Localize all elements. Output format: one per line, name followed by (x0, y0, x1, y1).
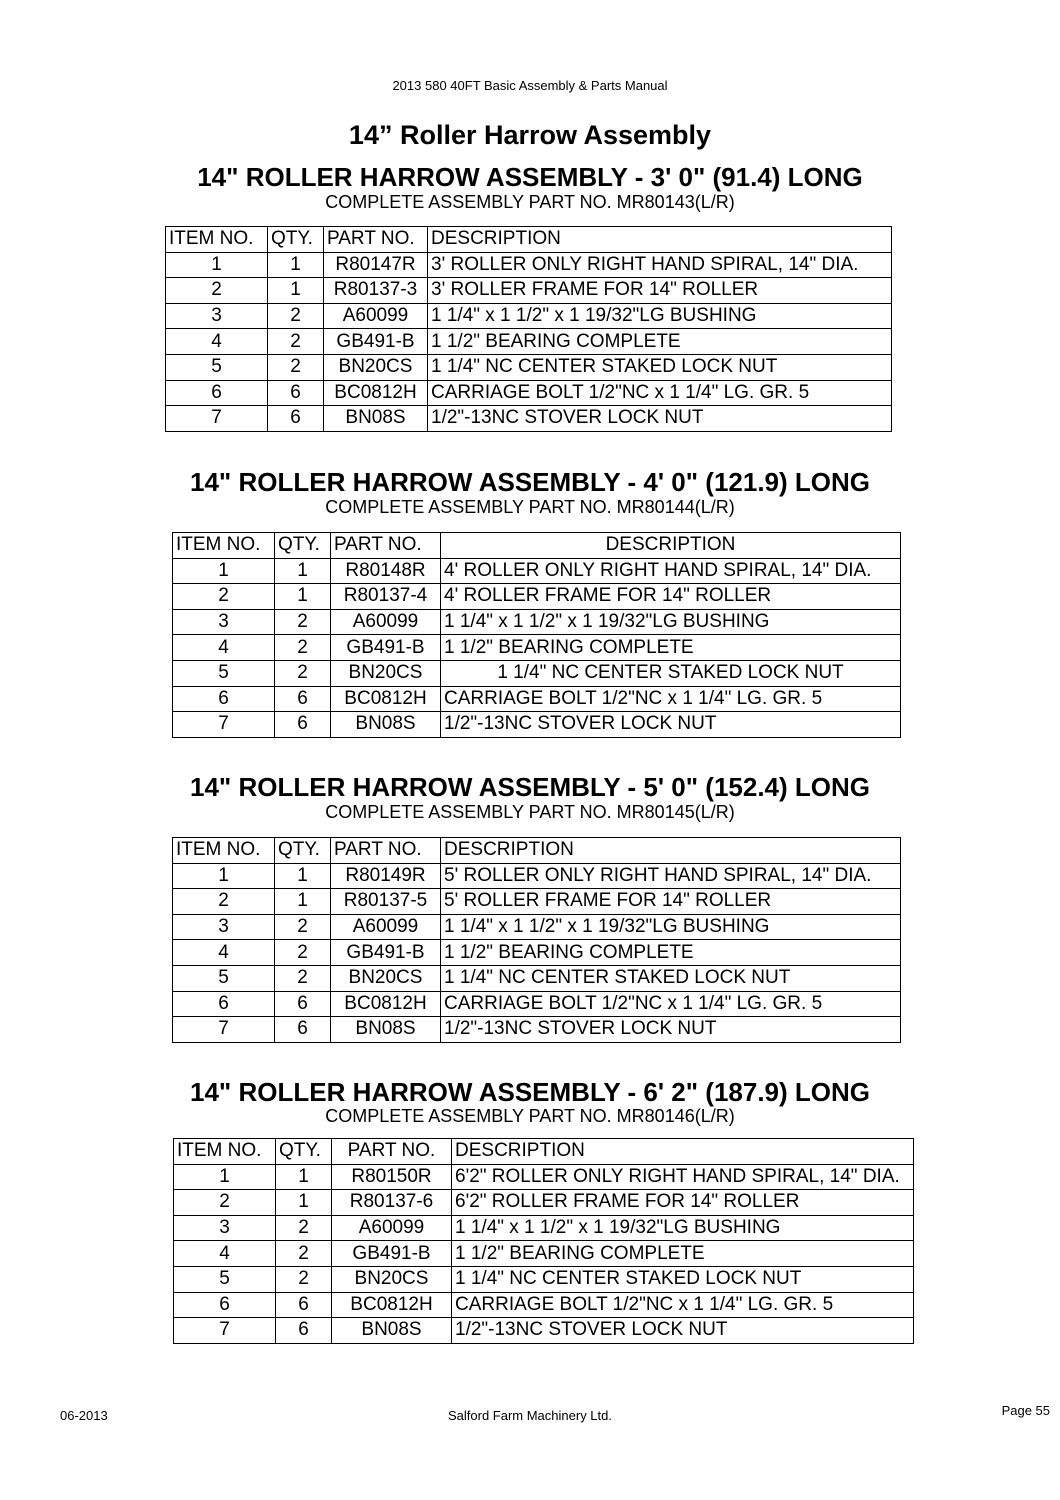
part-cell: BC0812H (331, 991, 441, 1017)
qty-cell: 6 (275, 712, 331, 738)
part-cell: BN20CS (332, 1266, 452, 1292)
table-row (173, 558, 901, 584)
header-qty: QTY. (268, 227, 324, 253)
part-cell: A60099 (331, 914, 441, 940)
item-cell: 1 (173, 863, 275, 889)
table-row (173, 991, 901, 1017)
description-cell: 6'2" ROLLER FRAME FOR 14" ROLLER (452, 1190, 914, 1216)
part-cell: GB491-B (332, 1241, 452, 1267)
header-item-no: ITEM NO. (166, 227, 268, 253)
item-cell: 4 (173, 635, 275, 661)
section-subtitle: COMPLETE ASSEMBLY PART NO. MR80145(L/R) (325, 802, 735, 822)
table-row (166, 252, 892, 278)
description-cell: 4' ROLLER FRAME FOR 14" ROLLER (441, 584, 901, 610)
item-cell: 1 (173, 558, 275, 584)
description-cell: 5' ROLLER ONLY RIGHT HAND SPIRAL, 14" DIA. (441, 863, 901, 889)
qty-cell: 1 (275, 558, 331, 584)
part-cell: BN08S (331, 712, 441, 738)
section-title: 14" ROLLER HARROW ASSEMBLY - 3' 0" (91.4) LONG (197, 162, 863, 192)
item-cell: 2 (173, 584, 275, 610)
part-cell: BC0812H (331, 686, 441, 712)
item-cell: 1 (166, 252, 268, 278)
table-row (173, 660, 901, 686)
qty-cell: 1 (275, 863, 331, 889)
qty-cell: 2 (275, 914, 331, 940)
description-cell: 1 1/4" x 1 1/2" x 1 19/32"LG BUSHING (452, 1215, 914, 1241)
description-cell: 1 1/4" x 1 1/2" x 1 19/32"LG BUSHING (441, 914, 901, 940)
qty-cell: 2 (275, 940, 331, 966)
part-cell: BN08S (324, 406, 428, 432)
header-item-no: ITEM NO. (174, 1139, 276, 1165)
table-row (174, 1164, 914, 1190)
section-subtitle: COMPLETE ASSEMBLY PART NO. MR80143(L/R) (325, 192, 735, 212)
item-cell: 3 (173, 914, 275, 940)
item-cell: 6 (174, 1292, 276, 1318)
part-cell: GB491-B (324, 329, 428, 355)
part-cell: R80149R (331, 863, 441, 889)
header-qty: QTY. (275, 533, 331, 559)
header-qty: QTY. (276, 1139, 332, 1165)
item-cell: 5 (173, 965, 275, 991)
part-cell: R80137-3 (324, 278, 428, 304)
table-row (174, 1292, 914, 1318)
header-item-no: ITEM NO. (173, 533, 275, 559)
header-description: DESCRIPTION (452, 1139, 914, 1165)
part-cell: R80137-4 (331, 584, 441, 610)
table-header-row (166, 227, 892, 253)
part-cell: A60099 (331, 609, 441, 635)
section-title: 14" ROLLER HARROW ASSEMBLY - 5' 0" (152.4) LONG (190, 772, 870, 802)
table-row (166, 380, 892, 406)
item-cell: 6 (173, 686, 275, 712)
description-cell: CARRIAGE BOLT 1/2"NC x 1 1/4" LG. GR. 5 (452, 1292, 914, 1318)
qty-cell: 2 (275, 609, 331, 635)
header-description: DESCRIPTION (428, 227, 892, 253)
qty-cell: 6 (275, 991, 331, 1017)
table-row (174, 1318, 914, 1344)
qty-cell: 6 (276, 1292, 332, 1318)
qty-cell: 6 (275, 1017, 331, 1043)
qty-cell: 2 (268, 303, 324, 329)
part-cell: BN20CS (324, 354, 428, 380)
table-row (173, 584, 901, 610)
parts-table (165, 226, 892, 432)
description-cell: CARRIAGE BOLT 1/2"NC x 1 1/4" LG. GR. 5 (441, 686, 901, 712)
item-cell: 7 (174, 1318, 276, 1344)
table-row (166, 406, 892, 432)
part-cell: BN08S (332, 1318, 452, 1344)
header-description: DESCRIPTION (441, 838, 901, 864)
item-cell: 4 (173, 940, 275, 966)
part-cell: GB491-B (331, 635, 441, 661)
item-cell: 5 (174, 1266, 276, 1292)
description-cell: 3' ROLLER ONLY RIGHT HAND SPIRAL, 14" DIA. (428, 252, 892, 278)
qty-cell: 1 (268, 252, 324, 278)
qty-cell: 6 (276, 1318, 332, 1344)
part-cell: BN08S (331, 1017, 441, 1043)
qty-cell: 1 (268, 278, 324, 304)
description-cell: 1 1/4" x 1 1/2" x 1 19/32"LG BUSHING (428, 303, 892, 329)
section-subtitle: COMPLETE ASSEMBLY PART NO. MR80144(L/R) (325, 497, 735, 517)
part-cell: R80137-5 (331, 889, 441, 915)
table-header-row (174, 1139, 914, 1165)
description-cell: 3' ROLLER FRAME FOR 14" ROLLER (428, 278, 892, 304)
parts-table (172, 837, 901, 1043)
item-cell: 5 (173, 660, 275, 686)
table-row (166, 354, 892, 380)
table-row (173, 609, 901, 635)
parts-table (172, 532, 901, 738)
description-cell: 1/2"-13NC STOVER LOCK NUT (428, 406, 892, 432)
document-header: 2013 580 40FT Basic Assembly & Parts Manual (392, 78, 668, 93)
page-title: 14” Roller Harrow Assembly (348, 120, 712, 150)
table-header-row (173, 533, 901, 559)
description-cell: 5' ROLLER FRAME FOR 14" ROLLER (441, 889, 901, 915)
item-cell: 7 (173, 1017, 275, 1043)
table-row (173, 940, 901, 966)
item-cell: 7 (173, 712, 275, 738)
qty-cell: 1 (275, 584, 331, 610)
description-cell: CARRIAGE BOLT 1/2"NC x 1 1/4" LG. GR. 5 (441, 991, 901, 1017)
parts-table (173, 1138, 914, 1344)
description-cell: CARRIAGE BOLT 1/2"NC x 1 1/4" LG. GR. 5 (428, 380, 892, 406)
description-cell: 1 1/2" BEARING COMPLETE (428, 329, 892, 355)
table-row (166, 329, 892, 355)
table-header-row (173, 838, 901, 864)
table-row (174, 1215, 914, 1241)
table-row (173, 686, 901, 712)
qty-cell: 2 (275, 660, 331, 686)
item-cell: 2 (166, 278, 268, 304)
header-part-no: PART NO. (324, 227, 428, 253)
part-cell: R80137-6 (332, 1190, 452, 1216)
part-cell: BN20CS (331, 660, 441, 686)
part-cell: GB491-B (331, 940, 441, 966)
description-cell: 1 1/2" BEARING COMPLETE (441, 940, 901, 966)
item-cell: 3 (166, 303, 268, 329)
part-cell: BN20CS (331, 965, 441, 991)
footer-company: Salford Farm Machinery Ltd. (447, 1408, 612, 1423)
header-qty: QTY. (275, 838, 331, 864)
description-cell: 4' ROLLER ONLY RIGHT HAND SPIRAL, 14" DIA. (441, 558, 901, 584)
qty-cell: 6 (275, 686, 331, 712)
item-cell: 2 (174, 1190, 276, 1216)
item-cell: 3 (174, 1215, 276, 1241)
footer-page-number: Page 55 (1001, 1403, 1050, 1418)
qty-cell: 2 (275, 965, 331, 991)
item-cell: 3 (173, 609, 275, 635)
part-cell: R80147R (324, 252, 428, 278)
part-cell: R80148R (331, 558, 441, 584)
qty-cell: 6 (268, 380, 324, 406)
table-row (173, 1017, 901, 1043)
description-cell: 1 1/4" NC CENTER STAKED LOCK NUT (441, 660, 901, 686)
item-cell: 2 (173, 889, 275, 915)
table-row (173, 965, 901, 991)
header-description: DESCRIPTION (441, 533, 901, 559)
item-cell: 4 (166, 329, 268, 355)
table-row (173, 863, 901, 889)
item-cell: 6 (173, 991, 275, 1017)
qty-cell: 1 (276, 1164, 332, 1190)
qty-cell: 1 (276, 1190, 332, 1216)
description-cell: 1 1/4" NC CENTER STAKED LOCK NUT (441, 965, 901, 991)
description-cell: 1 1/4" NC CENTER STAKED LOCK NUT (452, 1266, 914, 1292)
qty-cell: 6 (268, 406, 324, 432)
qty-cell: 2 (276, 1241, 332, 1267)
description-cell: 1/2"-13NC STOVER LOCK NUT (441, 712, 901, 738)
table-row (166, 303, 892, 329)
table-row (173, 914, 901, 940)
section-subtitle: COMPLETE ASSEMBLY PART NO. MR80146(L/R) (325, 1106, 735, 1126)
table-row (173, 635, 901, 661)
part-cell: BC0812H (324, 380, 428, 406)
part-cell: R80150R (332, 1164, 452, 1190)
section-title: 14" ROLLER HARROW ASSEMBLY - 4' 0" (121.9) LONG (190, 467, 870, 497)
qty-cell: 2 (275, 635, 331, 661)
part-cell: A60099 (332, 1215, 452, 1241)
qty-cell: 2 (276, 1266, 332, 1292)
description-cell: 1 1/2" BEARING COMPLETE (452, 1241, 914, 1267)
description-cell: 1 1/2" BEARING COMPLETE (441, 635, 901, 661)
qty-cell: 2 (268, 354, 324, 380)
item-cell: 7 (166, 406, 268, 432)
table-row (174, 1266, 914, 1292)
item-cell: 5 (166, 354, 268, 380)
qty-cell: 1 (275, 889, 331, 915)
part-cell: BC0812H (332, 1292, 452, 1318)
header-part-no: PART NO. (331, 533, 441, 559)
table-row (173, 712, 901, 738)
description-cell: 1/2"-13NC STOVER LOCK NUT (452, 1318, 914, 1344)
table-row (166, 278, 892, 304)
qty-cell: 2 (276, 1215, 332, 1241)
item-cell: 6 (166, 380, 268, 406)
header-part-no: PART NO. (331, 838, 441, 864)
table-row (174, 1241, 914, 1267)
footer-date: 06-2013 (60, 1408, 108, 1423)
table-row (173, 889, 901, 915)
description-cell: 1 1/4" NC CENTER STAKED LOCK NUT (428, 354, 892, 380)
item-cell: 4 (174, 1241, 276, 1267)
header-part-no: PART NO. (332, 1139, 452, 1165)
description-cell: 1/2"-13NC STOVER LOCK NUT (441, 1017, 901, 1043)
header-item-no: ITEM NO. (173, 838, 275, 864)
section-title: 14" ROLLER HARROW ASSEMBLY - 6' 2" (187.9) LONG (190, 1077, 870, 1107)
item-cell: 1 (174, 1164, 276, 1190)
description-cell: 6'2" ROLLER ONLY RIGHT HAND SPIRAL, 14" DIA. (452, 1164, 914, 1190)
qty-cell: 2 (268, 329, 324, 355)
table-row (174, 1190, 914, 1216)
part-cell: A60099 (324, 303, 428, 329)
description-cell: 1 1/4" x 1 1/2" x 1 19/32"LG BUSHING (441, 609, 901, 635)
